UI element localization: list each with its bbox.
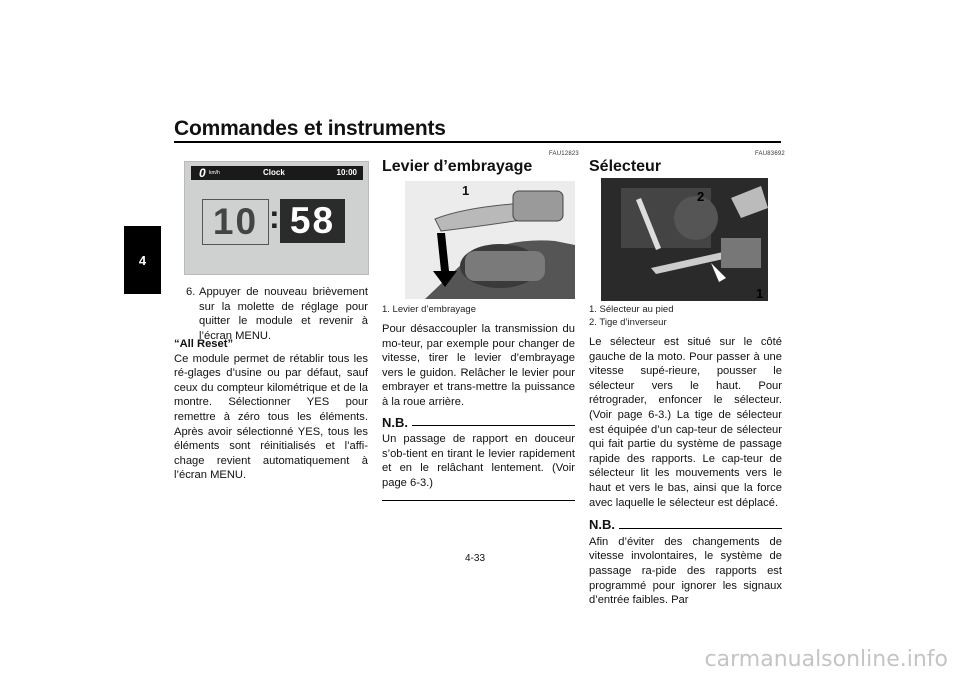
nb-text: Un passage de rapport en douceur s’ob-tient en tirant le levier rapidement et en le relâchant lentement. (Voir page 6-3.)	[382, 433, 575, 489]
shift-pedal-title: Sélecteur	[589, 158, 662, 175]
all-reset-heading: “All Reset”	[174, 338, 234, 350]
step-number: 6.	[186, 286, 196, 298]
nb-rule	[619, 528, 782, 529]
display-top-time: 10:00	[336, 168, 357, 177]
page-title: Commandes et instruments	[174, 117, 446, 140]
display-minutes: 58	[280, 199, 345, 243]
nb-heading	[382, 416, 575, 431]
clutch-lever-illustration	[405, 181, 575, 299]
step-text: Appuyer de nouveau brièvement sur la molette de réglage pour quitter le module et revenir à l’écran MENU.	[199, 286, 368, 342]
display-screen-title: Clock	[263, 168, 285, 177]
nb-label: N.B.	[589, 517, 615, 533]
chapter-tab: 4	[124, 226, 161, 294]
shift-pedal-photo	[601, 178, 768, 301]
all-reset-paragraph: Ce module permet de rétablir tous les ré-glages d’usine ou par défaut, sauf ceux du compteur kilométrique et de la montre. Sélectionner YES pour remettre à zéro tous les éléments. Après avoir sélectionné YES, tous les éléments sont réinitialisés et l’affi-chage revient automatiquement à l’écran MENU.	[174, 352, 368, 482]
shift-pedal-illustration	[601, 178, 768, 301]
nb-label: N.B.	[382, 414, 408, 430]
nb-end-rule	[382, 500, 575, 501]
display-speed: 0	[199, 166, 206, 180]
section-code: FAU12823	[549, 151, 579, 157]
display-hours: 10	[202, 199, 269, 245]
display-speed-unit: km/h	[209, 170, 220, 176]
nb-heading	[589, 518, 782, 533]
clutch-section	[382, 322, 575, 501]
step-6	[186, 285, 368, 343]
display-top-bar	[191, 166, 363, 180]
section-code: FAU83692	[755, 151, 785, 157]
all-reset-section	[174, 337, 368, 483]
page-number: 4-33	[465, 553, 486, 564]
clutch-callout-1: 1	[462, 183, 470, 198]
nb-rule	[412, 425, 575, 426]
clutch-caption: 1. Levier d’embrayage	[382, 304, 476, 315]
shift-callout-1: 1	[756, 286, 764, 301]
clutch-lever-title: Levier d’embrayage	[382, 158, 533, 175]
title-rule	[174, 141, 781, 143]
shift-section	[589, 335, 782, 608]
shift-paragraph: Le sélecteur est situé sur le côté gauche de la moto. Pour passer à une vitesse supé-rieure, pousser le sélecteur vers le haut. Pour rétrograder, enfoncer le sélecteur. (Voir page 6-3.) La tige de sélecteur est équipée d’un cap-teur de sélecteur qui fait partie du système de passage rapide des rapports. Le cap-teur de sélecteur lit les mouvements vers le haut et vers le bas, ainsi que la force avec laquelle le sélecteur est déplacé.	[589, 336, 782, 509]
clutch-paragraph: Pour désaccoupler la transmission du mo-teur, par exemple pour changer de vitesse, tirer le levier d’embrayage vers le guidon. Relâcher le levier pour embrayer et trans-mettre la puissance à la roue arrière.	[382, 323, 575, 408]
nb-text: Afin d’éviter des changements de vitesse involontaires, le système de passage ra-pide des rapports est programmé pour ignorer les signaux d’entrée faibles. Par	[589, 535, 782, 607]
shift-caption-2: 2. Tige d’inverseur	[589, 317, 667, 328]
clutch-lever-photo	[405, 181, 575, 299]
display-colon: :	[269, 199, 280, 235]
shift-caption-1: 1. Sélecteur au pied	[589, 304, 674, 315]
clock-display	[184, 161, 369, 275]
watermark: carmanualsonline.info	[704, 647, 948, 672]
shift-callout-2: 2	[697, 189, 705, 204]
